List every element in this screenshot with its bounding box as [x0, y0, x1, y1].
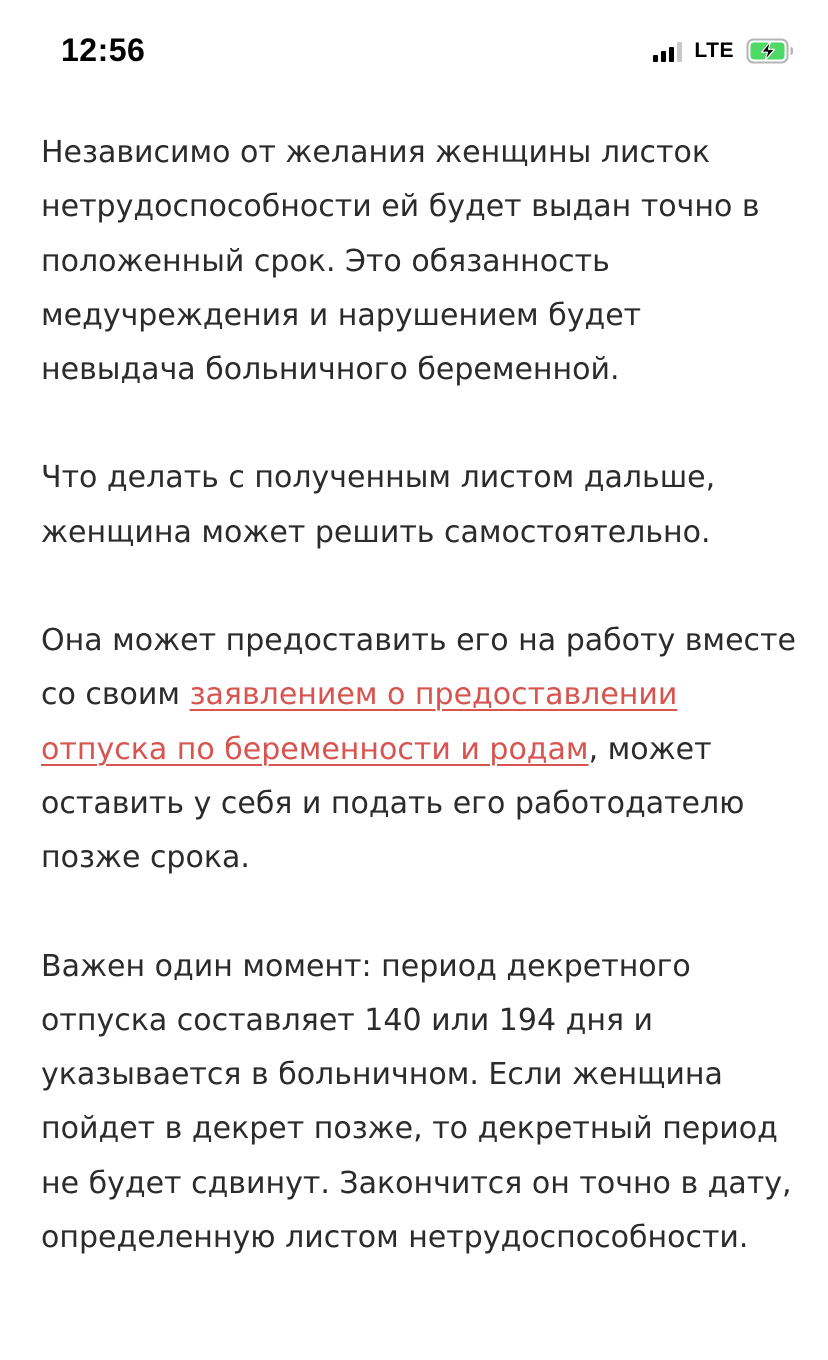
article-paragraph-4: Важен один момент: период декретного отпуска составляет 140 или 194 дня и указывается в больничном. Если женщина пойдет в декрет позже, то декретный период не будет сдвинут. Закончится он точно в дату, определенную листом нетрудоспособности. [41, 948, 792, 1256]
signal-icon [653, 40, 682, 62]
article-paragraph-3 [41, 614, 801, 885]
maternity-leave-application-link[interactable]: заявлением о предоставлении отпуска по беременности и родам [41, 677, 678, 767]
network-type-label: LTE [694, 39, 734, 62]
status-bar [0, 0, 828, 100]
paragraph-text-after-link: , может оставить у себя и подать его работодателю позже срока. [41, 731, 745, 876]
article-paragraph-2: Что делать с полученным листом дальше, женщина может решить самостоятельно. [41, 460, 716, 550]
paragraph-text-before-link: Она может предоставить его на работу вместе со своим [41, 623, 796, 713]
battery-charging-icon [746, 38, 794, 64]
article-body [41, 126, 801, 1319]
status-time: 12:56 [61, 32, 146, 68]
status-indicators [653, 36, 794, 66]
article-paragraph-1: Независимо от желания женщины листок нетрудоспособности ей будет выдан точно в положенный срок. Это обязанность медучреждения и нарушением будет невыдача больничного беременной. [41, 135, 760, 388]
